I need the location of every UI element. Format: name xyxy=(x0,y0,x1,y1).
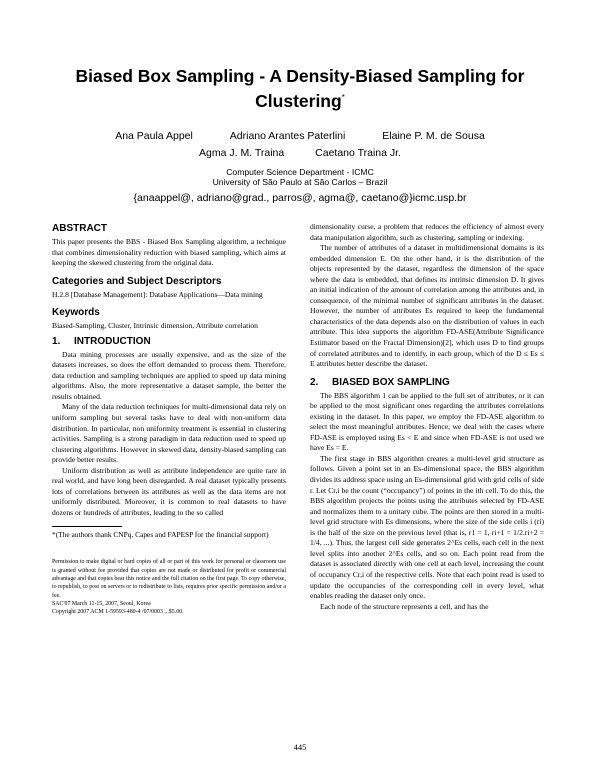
categories-heading: Categories and Subject Descriptors xyxy=(52,275,222,287)
author-name: Agma J. M. Traina xyxy=(199,147,285,159)
intro-paragraph-2: Many of the data reduction techniques for multi-dimensional data rely on uniform sampling but several tasks have to deal with non-uniform data distribution. In particular, non uniformity treatment is essential in clustering activities. Sampling is a strong paradigm in data reduction used to speed up clustering algorithms. However in skewed data, density-biased sampling can provide better results. xyxy=(52,402,286,465)
intro-section-title: INTRODUCTION xyxy=(74,335,151,347)
abstract-heading: ABSTRACT xyxy=(52,223,107,234)
author-emails: {anaappel@, adriano@grad., parros@, agma@, caetano@}icmc.usp.br xyxy=(133,192,467,204)
funding-footnote: *(The authors thank CNPq, Capes and FAPESP for the financial support) xyxy=(52,530,269,540)
copyright-permission: Permission to make digital or hard copies of all or part of this work for personal or classroom use is granted without fee provided that copies are not made or distributed for profit or commercial advantage and that copies bear this notice and the full citation on the first page. To copy otherwise, to republish, to post on servers or to redistribute to lists, requires prior specific permission and/or a fee. xyxy=(52,559,286,599)
keywords-heading: Keywords xyxy=(52,307,100,319)
left-column xyxy=(52,222,286,617)
right-paragraph-2: The number of attributes of a dataset in multidimensional domains is its embedded dimension E. On the other hand, it is the distribution of the objects represented by the dataset, regardless the dimension of the space where the data is embedded, that defines its intrinsic dimension D. It gives an initial indication of the amount of correlation among the attributes and, in consequence, of the minimal number of significant attributes in the dataset. However, the number of attributes Es required to keep the fundamental characteristics of the data depends also on the distribution of values in each attribute. This idea supports the algorithm FD-ASE(Attribute Significance Estimator based on the Fractal Dimension)[2], which uses D to find groups of correlated attributes and to identify, in each group, which of the D ≤ Es ≤ E attributes better describe the dataset. xyxy=(310,243,544,369)
copyright-line: Copyright 2007 ACM 1-59593-480-4 /07/0003 ...$5.00. xyxy=(52,609,184,616)
author-row-1 xyxy=(60,130,540,142)
author-row-2 xyxy=(60,147,540,159)
paper-title xyxy=(60,66,540,112)
bbs-paragraph-2: The first stage in BBS algorithm creates a multi-level grid structure as follows. Given a point set in an Es-dimensional space, the BBS algorithm divides its address space using an Es-dimensional grid with grid cells of side r. Let Cr,i be the count (“occupancy”) of points in the ith cell. To do this, the BBS algorithm projects the points using the attributes selected by FD-ASE and normalizes them to a unitary cube. The points are then stored in a multi-level grid structure with Es dimensions, where the size of the side cells i (ri) is the half of the size on the previous level (that is, r1 = 1, ri+1 = 1/2.ri+2 = 1/4, ...). Thus, the largest cell side generates 2^Es cells, each cell in the next level splits into another 2^Es cells, and so on. Each point read from the dataset is associated directly with one cell at each level, increasing the count of occupancy Cr,i of the respective cells. Note that each point read is used to update the occupancies of the corresponding cell in every level, what enables reading the dataset only once. xyxy=(310,453,544,601)
intro-heading xyxy=(52,335,286,348)
page-number: 445 xyxy=(293,742,307,752)
affiliation-department: Computer Science Department - ICMC xyxy=(226,167,374,177)
bbs-heading xyxy=(310,376,544,389)
categories-text: H.2.8 [Database Management]: Database Applications—Data mining xyxy=(52,289,263,299)
author-name: Elaine P. M. de Sousa xyxy=(382,130,485,142)
abstract-text: This paper presents the BBS - Biased Box Sampling algorithm, a technique that combines dimensionality reduction with biased sampling, which aims at keeping the skewed clustering from the original data. xyxy=(52,237,286,268)
bbs-paragraph-3: Each node of the structure represents a cell, and has the xyxy=(320,601,489,611)
title-footnote-mark: * xyxy=(341,93,345,102)
intro-section-number: 1. xyxy=(52,335,61,347)
right-paragraph-1: dimensionality curse, a problem that reduces the efficiency of almost every data manipulation algorithm, such as clustering, sampling or indexing. xyxy=(310,222,544,242)
copyright-block xyxy=(52,558,286,616)
title-line-2: Clustering xyxy=(255,90,342,111)
author-name: Adriano Arantes Paterlini xyxy=(229,130,346,142)
author-name: Ana Paula Appel xyxy=(115,130,193,142)
bbs-section-title: BIASED BOX SAMPLING xyxy=(332,376,450,388)
intro-paragraph-3: Uniform distribution as well as attribute independence are quite rare in real world, and have long been disregarded. A real dataset typically presents lots of correlations between its attributes as well as the data items are not uniformly distributed. Moreover, it is common to real datasets to have dozens or hundreds of attributes, leading to the so called xyxy=(52,465,286,517)
footnote-divider xyxy=(52,526,122,527)
affiliation-university: University of São Paulo at São Carlos – Brazil xyxy=(212,177,388,187)
keywords-text: Biased-Sampling, Cluster, Intrinsic dimension, Attribute correlation xyxy=(52,321,258,331)
right-column xyxy=(310,222,544,612)
bbs-section-number: 2. xyxy=(310,376,319,388)
intro-paragraph-1: Data mining processes are usually expensive, and as the size of the datasets increases, so does the effort demanded to process them. Therefore, data reduction and sampling techniques are applied to speed up data mining algorithms. Also, the more representative a dataset sample, the better the results obtained. xyxy=(52,349,286,401)
author-name: Caetano Traina Jr. xyxy=(315,147,401,159)
conference-info: SAC'07 March 11-15, 2007, Seoul, Korea xyxy=(52,600,151,607)
title-line-1: Biased Box Sampling - A Density-Biased Sampling for xyxy=(75,66,525,86)
bbs-paragraph-1: The BBS algorithm 1 can be applied to the full set of attributes, or it can be applied to the most significant ones regarding the attributes correlations existing in the dataset. In this paper, we employ the FD-ASE algorithm to select the most meaningful attributes. Hence, we deal with the cases where FD-ASE is employed using Es < E and since when FD-ASE is not used we have Es = E. xyxy=(310,390,544,453)
